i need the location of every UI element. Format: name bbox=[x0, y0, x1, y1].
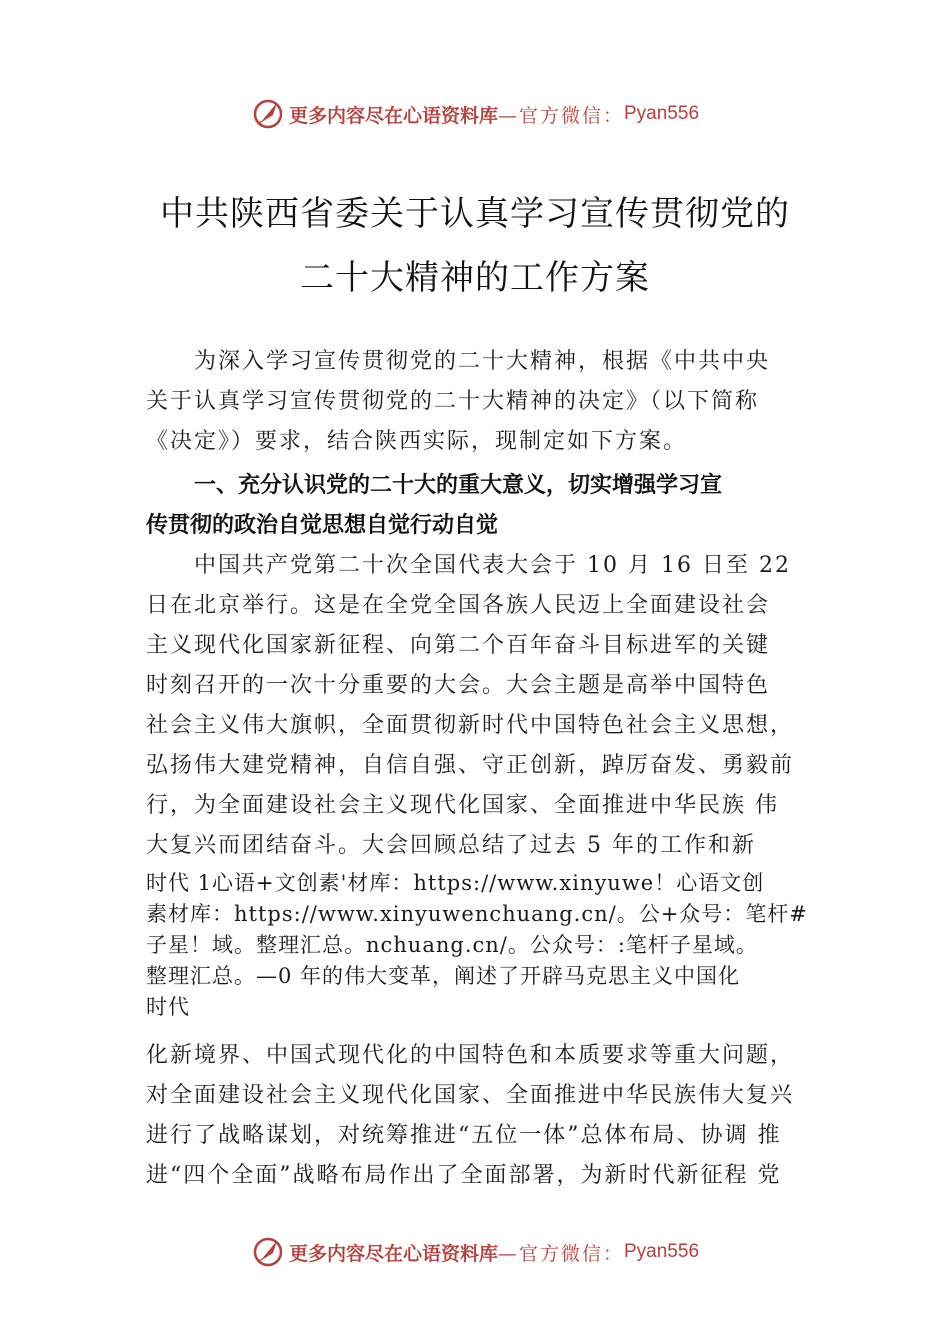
footer-banner bbox=[0, 1232, 950, 1272]
text-line: 整理汇总。—0 年的伟大变革，阐述了开辟马克思主义中国化 bbox=[146, 964, 741, 988]
heading-line: 一、充分认识党的二十大的重大意义，切实增强学习宣 bbox=[194, 473, 723, 498]
banner-wechat-id: Pyan556 bbox=[624, 1241, 700, 1262]
text-line: 为深入学习宣传贯彻党的二十大精神，根据《中共中央 bbox=[194, 349, 771, 374]
text-line: 子星！域。整理汇总。nchuang.cn/。公众号：:笔杆子星域。 bbox=[146, 933, 758, 957]
text-line: 主义现代化国家新征程、向第二个百年奋斗目标进军的关键 bbox=[146, 633, 771, 658]
body-paragraph bbox=[146, 546, 816, 866]
text-line: 日在北京举行。这是在全党全国各族人民迈上全面建设社会 bbox=[146, 593, 771, 618]
banner-title: 更多内容尽在心语资料库 bbox=[288, 104, 498, 127]
heading-line: 传贯彻的政治自觉思想自觉行动自觉 bbox=[146, 513, 499, 538]
text-line: 时代 1心语+文创素'材库：https://www.xinyuwe！心语文创 bbox=[146, 871, 765, 895]
text-line: 关于认真学习宣传贯彻党的二十大精神的决定》（以下简称 bbox=[146, 389, 760, 414]
text-line: 对全面建设社会主义现代化国家、全面推进中华民族伟大复兴 bbox=[146, 1083, 795, 1108]
section-heading bbox=[146, 466, 826, 546]
header-banner bbox=[0, 94, 950, 134]
document-title-line-1: 中共陕西省委关于认真学习宣传贯彻党的 bbox=[160, 194, 790, 234]
text-line: 中国共产党第二十次全国代表大会于 10 月 16 日至 22 bbox=[194, 553, 791, 578]
text-line: 社会主义伟大旗帜，全面贯彻新时代中国特色社会主义思想， bbox=[146, 713, 795, 738]
text-line: 弘扬伟大建党精神，自信自强、守正创新，踔厉奋发、勇毅前 bbox=[146, 753, 795, 778]
banner-title: 更多内容尽在心语资料库 bbox=[288, 1242, 498, 1265]
quill-logo-icon bbox=[251, 97, 285, 131]
banner-wechat-label: —官方微信： bbox=[497, 1242, 624, 1265]
text-line: 素材库：https://www.xinyuwenchuang.cn/。公+众号：笔杆# bbox=[146, 902, 808, 926]
text-line: 《决定》）要求，结合陕西实际，现制定如下方案。 bbox=[146, 429, 688, 454]
intro-paragraph bbox=[146, 342, 816, 462]
text-line: 大复兴而团结奋斗。大会回顾总结了过去 5 年的工作和新 bbox=[146, 833, 756, 858]
text-line: 行，为全面建设社会主义现代化国家、全面推进中华民族 伟 bbox=[146, 793, 779, 818]
text-line: 化新境界、中国式现代化的中国特色和本质要求等重大问题， bbox=[146, 1043, 795, 1068]
body-paragraph-inserted bbox=[146, 868, 816, 1023]
text-line: 时代 bbox=[146, 995, 190, 1019]
banner-wechat-label: —官方微信： bbox=[497, 104, 624, 127]
body-paragraph bbox=[146, 1036, 816, 1196]
text-line: 进行了战略谋划，对统筹推进“五位一体”总体布局、协调 推 bbox=[146, 1123, 782, 1148]
text-line: 进“四个全面”战略布局作出了全面部署，为新时代新征程 党 bbox=[146, 1163, 782, 1188]
text-line: 时刻召开的一次十分重要的大会。大会主题是高举中国特色 bbox=[146, 673, 771, 698]
banner-wechat-id: Pyan556 bbox=[624, 103, 700, 124]
quill-logo-icon bbox=[251, 1235, 285, 1269]
document-title-line-2: 二十大精神的工作方案 bbox=[300, 258, 650, 298]
